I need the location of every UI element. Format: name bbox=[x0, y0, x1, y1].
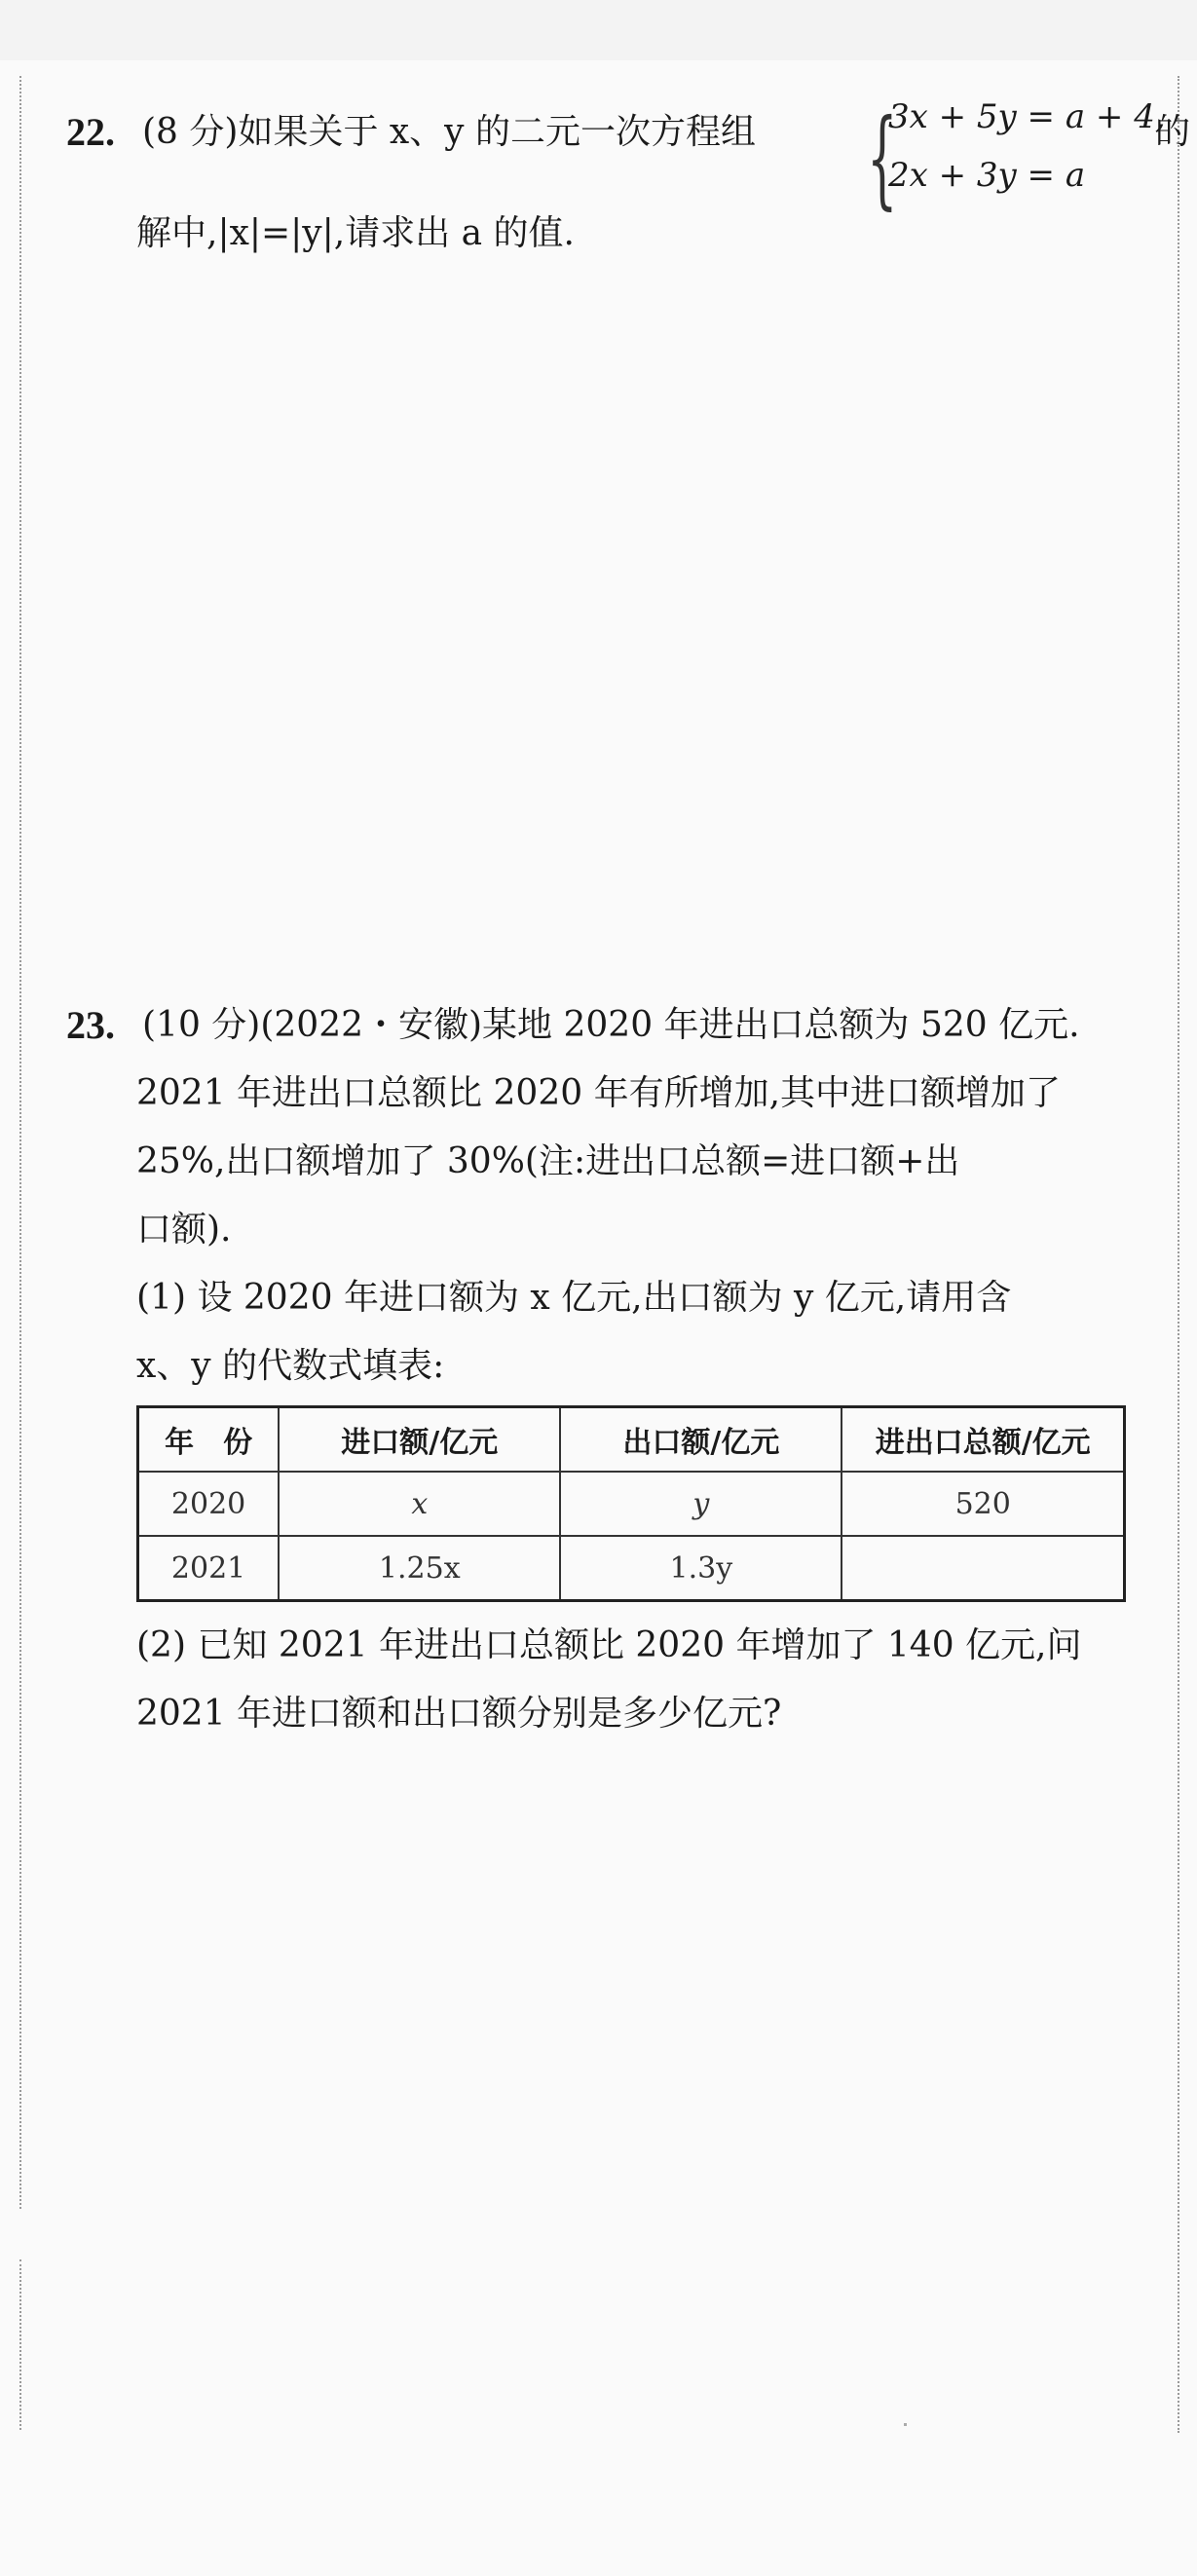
page-top-band bbox=[0, 0, 1197, 60]
question-23-part-2-line-2: 2021 年进口额和出口额分别是多少亿元? bbox=[136, 1694, 782, 1734]
left-dotted-margin bbox=[19, 76, 21, 2209]
cell-export: 1.3y bbox=[560, 1536, 842, 1601]
question-22-line-2: 解中,|x|=|y|,请求出 a 的值. bbox=[136, 213, 576, 253]
question-23-line-2: 2021 年进出口总额比 2020 年有所增加,其中进口额增加了 bbox=[136, 1073, 1062, 1113]
header-year: 年 份 bbox=[138, 1407, 280, 1473]
question-22-number: 22. bbox=[66, 110, 115, 154]
cell-year: 2021 bbox=[138, 1536, 280, 1601]
import-export-table bbox=[136, 1405, 1126, 1602]
question-23-part-2-line-1: (2) 已知 2021 年进出口总额比 2020 年增加了 140 亿元,问 bbox=[136, 1625, 1082, 1665]
question-22-tail: 的 bbox=[1155, 112, 1191, 152]
cell-export: y bbox=[560, 1472, 842, 1536]
equation-1: 3x + 5y = a + 4, bbox=[888, 97, 1166, 136]
cell-total: 520 bbox=[842, 1472, 1124, 1536]
question-23-line-3: 25%,出口额增加了 30%(注:进出口总额=进口额+出 bbox=[136, 1141, 960, 1181]
table-row bbox=[138, 1472, 1125, 1536]
question-23-part-1-line-2: x、y 的代数式填表: bbox=[136, 1346, 445, 1386]
cell-import: 1.25x bbox=[279, 1536, 560, 1601]
header-export: 出口额/亿元 bbox=[560, 1407, 842, 1473]
equation-system-brace: { bbox=[867, 95, 898, 220]
scan-speck bbox=[904, 2423, 907, 2426]
cell-total-blank[interactable] bbox=[842, 1536, 1124, 1601]
table-header-row bbox=[138, 1407, 1125, 1473]
question-23-number: 23. bbox=[66, 1003, 115, 1047]
table-row bbox=[138, 1536, 1125, 1601]
cell-import: x bbox=[279, 1472, 560, 1536]
question-22-header bbox=[66, 95, 1191, 220]
question-23-line-4: 口额). bbox=[136, 1210, 232, 1250]
cell-year: 2020 bbox=[138, 1472, 280, 1536]
right-dotted-margin bbox=[1178, 76, 1179, 2433]
question-23-text-1: (10 分)(2022・安徽)某地 2020 年进出口总额为 520 亿元. bbox=[142, 1005, 1080, 1045]
equation-2: 2x + 3y = a bbox=[888, 156, 1086, 195]
question-22-intro: (8 分)如果关于 x、y 的二元一次方程组 bbox=[142, 112, 756, 152]
header-total: 进出口总额/亿元 bbox=[842, 1407, 1124, 1473]
question-23-part-1-line-1: (1) 设 2020 年进口额为 x 亿元,出口额为 y 亿元,请用含 bbox=[136, 1278, 1012, 1318]
left-dotted-margin-lower bbox=[19, 2259, 21, 2430]
header-import: 进口额/亿元 bbox=[279, 1407, 560, 1473]
